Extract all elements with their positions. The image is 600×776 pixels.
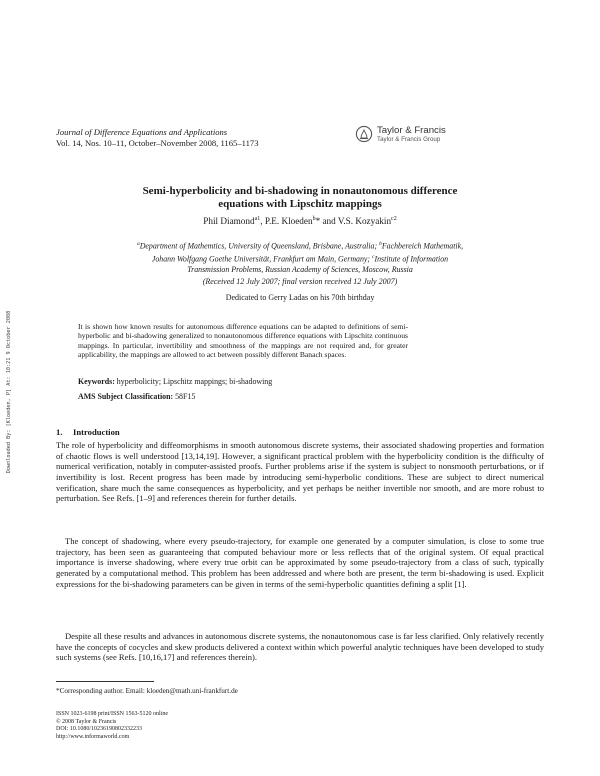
author-list <box>70 216 530 226</box>
doi-line: DOI: 10.1080/10236190802332233 <box>56 726 142 733</box>
affiliation-c: Institute of Information <box>374 254 449 264</box>
affiliation-b-marker: b <box>379 241 382 247</box>
keywords <box>78 377 408 386</box>
body-paragraph-1: The role of hyperbolicity and diffeomorphisms in smooth autonomous discrete systems, their associated shadowing properties and formation of chaotic flows is well understood [13,14,19]. However, a significant practical problem with the hyperbolicity condition is the difficulty of numerical verification, notably in computer-assisted proofs. Further problems arise if the system is subject to nonsmooth perturbations, or if invertibility is lost. Recent progress has been made by introducing semi-hyperbolic conditions. These are subject to direct numerical verification, share much the same consequences as hyperbolicity, and yet perhaps be neither invertible nor smooth, and are more robust to perturbation. See Refs. [1–9] and references therein for further details. <box>56 440 544 504</box>
affiliation-a-marker: a <box>136 241 140 247</box>
keywords-label: Keywords: <box>78 377 115 386</box>
section-heading <box>56 427 120 437</box>
received-dates: (Received 12 July 2007; final version received 12 July 2007) <box>202 277 398 286</box>
author-2-marker: b <box>312 216 316 222</box>
author-3-name: V.S. Kozyakin <box>337 216 392 227</box>
section-number: 1. <box>56 427 63 437</box>
author-1-marker: a1 <box>254 216 261 222</box>
dedication: Dedicated to Gerry Ladas on his 70th birthday <box>225 293 375 302</box>
corresponding-author-marker: * <box>315 216 321 227</box>
journal-volume: Vol. 14, Nos. 10–11, October–November 2008, 1165–1173 <box>56 138 259 148</box>
ams-label: AMS Subject Classification: <box>78 392 174 401</box>
paper-title-line-2: equations with Lipschitz mappings <box>218 198 382 210</box>
affiliation-line-2 <box>56 252 544 265</box>
affiliation-line-1 <box>56 239 544 252</box>
publisher-name: Taylor & Francis <box>377 125 446 136</box>
journal-name: Journal of Difference Equations and Applications <box>56 127 228 137</box>
ams-value: 58F15 <box>173 392 196 401</box>
publisher-logo <box>355 124 455 148</box>
affiliations <box>56 239 544 276</box>
body-paragraph-3: Despite all these results and advances in autonomous discrete systems, the nonautonomous case is far less clarified. Only relatively recently have the concepts of cocycles and skew products delivered a context within which powerful analytic techniques have been developed to study such systems (see Refs. [10,16,17] and references therein). <box>56 631 544 663</box>
publisher-url: http://www.informaworld.com <box>56 734 130 741</box>
affiliation-b-cont: Johann Wolfgang Goethe Universität, Frankfurt am Main, Germany; <box>151 254 373 264</box>
issn-line: ISSN 1023-6198 print/ISSN 1563-5120 online <box>56 711 169 717</box>
journal-header <box>56 127 259 149</box>
body-paragraph-2: The concept of shadowing, where every pseudo-trajectory, for example one generated by a computer simulation, is close to some true trajectory, has been seen as guaranteeing that computed behaviour more or less reflects that of the original system. Of equal practical importance is inverse shadowing, where every true orbit can be approximated by some pseudo-trajectory from a class of such, typically generated by a computational method. This problem has been addressed and where both are present, the term bi-shadowing is used. Explicit expressions for the bi-shadowing parameters can be given in terms of the semi-hyperbolic quantities defining a split [1]. <box>56 536 544 589</box>
publication-info <box>56 711 168 742</box>
paper-title-line-1: Semi-hyperbolicity and bi-shadowing in nonautonomous difference <box>142 185 458 197</box>
download-watermark: Downloaded By: [Kloeden, P] At: 10:21 9 October 2008 <box>6 310 12 474</box>
author-3-marker: c2 <box>391 216 397 222</box>
abstract: It is shown how known results for autonomous difference equations can be adapted to definitions of semi-hyperbolic and bi-shadowing generalized to nonautonomous difference equations with Lipschitz continuous mappings. In particular, invertibility and smoothness of the mappings are not required and, for greater applicability, the mappings are allowed to act between possibly different Banach spaces. <box>78 322 408 360</box>
taylor-francis-logo-icon <box>355 125 373 143</box>
affiliation-c-marker: c <box>372 254 375 261</box>
affiliation-line-3: Transmission Problems, Russian Academy of Sciences, Moscow, Russia <box>187 265 413 275</box>
author-2-name: P.E. Kloeden <box>264 216 313 227</box>
corresponding-author-footnote: *Corresponding author. Email: kloeden@math.uni-frankfurt.de <box>56 687 238 695</box>
ams-classification <box>78 392 408 401</box>
section-title: Introduction <box>73 427 120 437</box>
paper-title <box>70 185 530 211</box>
publisher-tagline: Taylor & Francis Group <box>377 136 441 143</box>
affiliation-b: Fachbereich Mathematik, <box>381 241 464 251</box>
keywords-value: hyperbolicity; Lipschitz mappings; bi-shadowing <box>114 377 273 386</box>
author-1-name: Phil Diamond <box>203 216 255 227</box>
author-separator-1: , <box>260 216 265 227</box>
author-separator-2: and <box>320 216 338 227</box>
footnote-rule <box>56 681 154 682</box>
copyright-line: © 2008 Taylor & Francis <box>56 718 117 725</box>
affiliation-a: Department of Mathemtics, University of Queensland, Brisbane, Australia; <box>139 241 380 251</box>
